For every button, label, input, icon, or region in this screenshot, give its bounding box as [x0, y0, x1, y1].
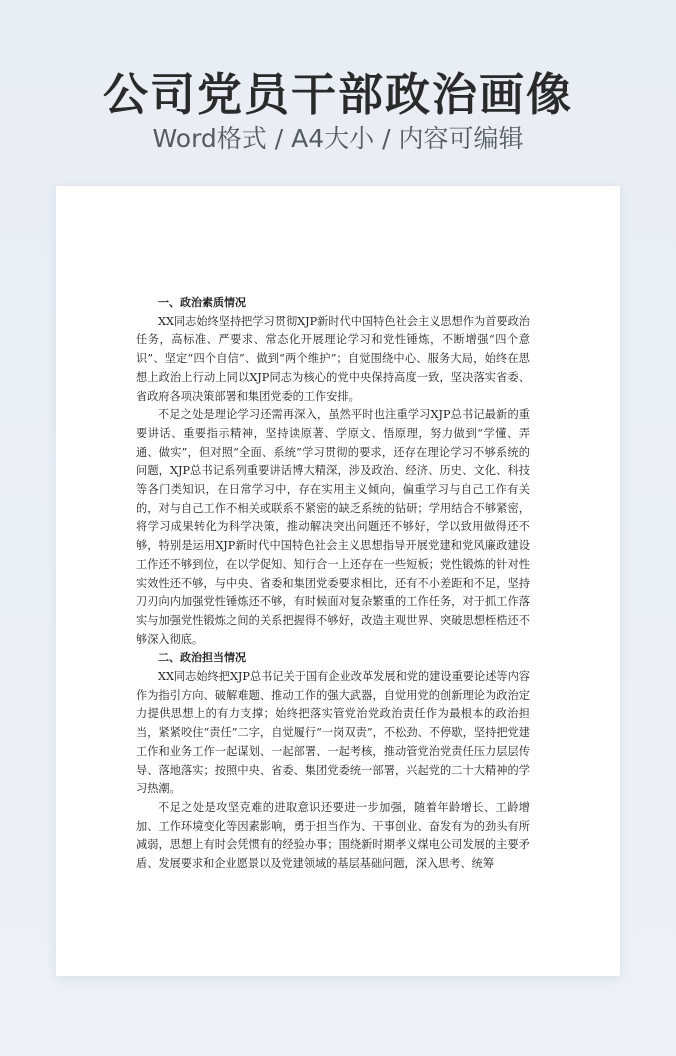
- paragraph: XX同志始终把XJP总书记关于国有企业改革发展和党的建设重要论述等内容作为指引方向、破解难题、推动工作的强大武器，自觉用党的创新理论为政治定力提供思想上的有力支撑；始终把落实管党治党政治责任作为最根本的政治担当，紧紧咬住“责任”二字，自觉履行“一岗双责”，不松劲、不停歇，坚持把党建工作和业务工作一起谋划、一起部署、一起考核，推动管党治党责任压力层层传导、落地落实；按照中央、省委、集团党委统一部署，兴起党的二十大精神的学习热潮。: [136, 670, 530, 796]
- page-subtitle: Word格式 / A4大小 / 内容可编辑: [152, 124, 524, 153]
- page-title: 公司党员干部政治画像: [102, 68, 573, 121]
- paragraph: XX同志始终坚持把学习贯彻XJP新时代中国特色社会主义思想作为首要政治任务，高标准、严要求、常态化开展理论学习和党性锤炼，不断增强“四个意识”、坚定“四个自信”、做到“两个维护”；自觉围绕中心、服务大局，始终在思想上政治上行动上同以XJP同志为核心的党中央保持高度一致，坚决落实省委、省政府各项决策部署和集团党委的工作安排。: [136, 314, 530, 403]
- paragraph: 不足之处是攻坚克难的进取意识还要进一步加强，随着年龄增长、工龄增加、工作环境变化等因素影响，勇于担当作为、干事创业、奋发有为的劲头有所减弱，思想上有时会凭惯有的经验办事；围绕新时期孝义煤电公司发展的主要矛盾、发展要求和企业愿景以及党建领域的基层基础问题，深入思考、统筹: [136, 800, 530, 871]
- section-heading-political-responsibility: 二、政治担当情况: [158, 651, 246, 665]
- document-page: [56, 186, 620, 976]
- paragraph: 不足之处是理论学习还需再深入，虽然平时也注重学习XJP总书记最新的重要讲话、重要指示精神，坚持读原著、学原文、悟原理，努力做到“学懂、弄通、做实”，但对照“全面、系统”学习贯彻的要求，还存在理论学习不够系统的问题，XJP总书记系列重要讲话博大精深，涉及政治、经济、历史、文化、科技等各门类知识，在日常学习中，存在实用主义倾向，偏重学习与自己工作有关的，对与自己工作不相关或联系不紧密的缺乏系统的钻研；学用结合不够紧密，将学习成果转化为科学决策，推动解决突出问题还不够好，学以致用做得还不够，特别是运用XJP新时代中国特色社会主义思想指导开展党建和党风廉政建设工作还不够到位，在以学促知、知行合一上还存在一些短板；党性锻炼的针对性实效性还不够，与中央、省委和集团党委要求相比，还有不小差距和不足，坚持刀刃向内加强党性锤炼还不够，有时候面对复杂繁重的工作任务，对于抓工作落实与加强党性锻炼之间的关系把握得不够好，改造主观世界、突破思想桎梏还不够深入彻底。: [136, 408, 530, 646]
- document-body: [136, 294, 530, 874]
- section-heading-political-quality: 一、政治素质情况: [158, 296, 246, 309]
